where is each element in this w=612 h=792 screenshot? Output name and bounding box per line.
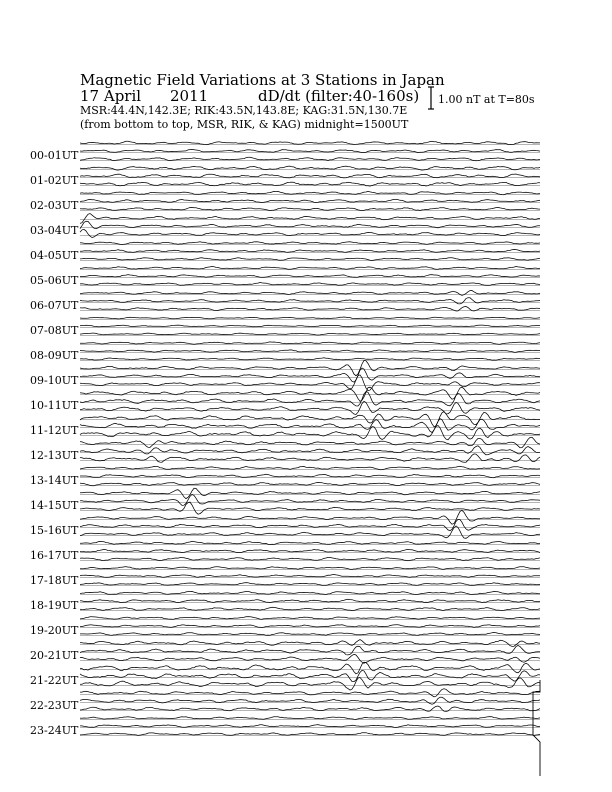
row-label: 08-09UT bbox=[30, 349, 79, 362]
stations-line: MSR:44.4N,142.3E; RIK:43.5N,143.8E; KAG:31.5N,130.7E bbox=[80, 104, 408, 117]
trace-RIK bbox=[80, 645, 540, 655]
row-18-19UT bbox=[30, 591, 540, 612]
row-23-24UT bbox=[30, 717, 540, 737]
row-label: 19-20UT bbox=[30, 624, 79, 637]
row-label: 00-01UT bbox=[30, 149, 79, 162]
row-12-13UT bbox=[30, 437, 540, 462]
trace-KAG bbox=[80, 541, 540, 544]
row-label: 14-15UT bbox=[30, 499, 79, 512]
trace-KAG bbox=[80, 191, 540, 194]
row-04-05UT bbox=[30, 242, 540, 262]
row-11-12UT bbox=[30, 412, 540, 440]
row-label: 15-16UT bbox=[30, 524, 79, 537]
row-label: 05-06UT bbox=[30, 274, 79, 287]
row-00-01UT bbox=[30, 141, 540, 162]
trace-KAG bbox=[80, 591, 540, 594]
trace-KAG bbox=[80, 242, 540, 245]
row-label: 22-23UT bbox=[30, 699, 79, 712]
trace-RIK bbox=[80, 575, 540, 578]
row-20-21UT bbox=[30, 640, 540, 664]
row-17-18UT bbox=[30, 567, 540, 587]
row-10-11UT bbox=[30, 387, 540, 414]
trace-KAG bbox=[80, 412, 540, 427]
trace-RIK bbox=[80, 368, 540, 382]
trace-MSR bbox=[80, 258, 540, 261]
trace-RIK bbox=[80, 474, 540, 477]
row-label: 12-13UT bbox=[30, 449, 79, 462]
trace-KAG bbox=[80, 267, 540, 270]
year-label: 2011 bbox=[170, 87, 209, 105]
trace-MSR bbox=[80, 207, 540, 210]
row-label: 18-19UT bbox=[30, 599, 79, 612]
row-03-04UT bbox=[30, 214, 540, 238]
trace-MSR bbox=[80, 557, 540, 560]
trace-KAG bbox=[80, 689, 540, 697]
trace-MSR bbox=[80, 654, 540, 663]
trace-MSR bbox=[80, 283, 540, 286]
row-08-09UT bbox=[30, 342, 540, 362]
trace-RIK bbox=[80, 149, 540, 152]
trace-KAG bbox=[80, 510, 540, 524]
row-label: 23-24UT bbox=[30, 724, 79, 737]
trace-MSR bbox=[80, 358, 540, 360]
trace-KAG bbox=[80, 662, 540, 674]
row-label: 21-22UT bbox=[30, 674, 79, 687]
trace-RIK bbox=[80, 549, 540, 552]
trace-RIK bbox=[80, 350, 540, 352]
row-label: 06-07UT bbox=[30, 299, 79, 312]
row-label: 09-10UT bbox=[30, 374, 79, 387]
trace-KAG bbox=[80, 567, 540, 570]
row-label: 04-05UT bbox=[30, 249, 79, 262]
chart-title: Magnetic Field Variations at 3 Stations in Japan bbox=[80, 71, 445, 89]
trace-MSR bbox=[80, 607, 540, 610]
scale-label: 1.00 nT at T=80s bbox=[438, 93, 535, 106]
row-07-08UT bbox=[30, 317, 540, 337]
row-label: 17-18UT bbox=[30, 574, 79, 587]
trace-RIK bbox=[80, 250, 540, 253]
trace-MSR bbox=[80, 583, 540, 586]
trace-MSR bbox=[80, 157, 540, 160]
trace-MSR bbox=[80, 678, 540, 691]
row-19-20UT bbox=[30, 617, 540, 637]
row-label: 11-12UT bbox=[30, 424, 79, 437]
row-05-06UT bbox=[30, 267, 540, 288]
trace-KAG bbox=[80, 466, 540, 469]
trace-MSR bbox=[80, 454, 540, 462]
trace-MSR bbox=[80, 502, 540, 514]
trace-MSR bbox=[80, 333, 540, 335]
trace-KAG bbox=[80, 617, 540, 620]
row-label: 02-03UT bbox=[30, 199, 79, 212]
row-15-16UT bbox=[30, 510, 540, 538]
quantity-label: dD/dt (filter:40-160s) bbox=[258, 87, 420, 105]
row-01-02UT bbox=[30, 166, 540, 187]
row-06-07UT bbox=[30, 291, 540, 313]
trace-KAG bbox=[80, 317, 540, 319]
row-16-17UT bbox=[30, 541, 540, 562]
trace-KAG bbox=[80, 342, 540, 344]
row-09-10UT bbox=[30, 360, 540, 390]
row-22-23UT bbox=[30, 689, 540, 712]
trace-RIK bbox=[80, 325, 540, 327]
trace-MSR bbox=[80, 733, 540, 736]
row-label: 10-11UT bbox=[30, 399, 79, 412]
trace-MSR bbox=[80, 633, 540, 636]
trace-KAG bbox=[80, 141, 540, 144]
trace-KAG bbox=[80, 360, 540, 375]
row-label: 01-02UT bbox=[30, 174, 79, 187]
trace-RIK bbox=[80, 298, 540, 304]
trace-RIK bbox=[80, 392, 540, 406]
trace-RIK bbox=[80, 275, 540, 278]
row-label: 07-08UT bbox=[30, 324, 79, 337]
row-label: 03-04UT bbox=[30, 224, 79, 237]
trace-MSR bbox=[80, 526, 540, 538]
trace-RIK bbox=[80, 625, 540, 628]
trace-KAG bbox=[80, 214, 540, 224]
trace-MSR bbox=[80, 229, 540, 237]
row-02-03UT bbox=[30, 191, 540, 212]
row-label: 13-14UT bbox=[30, 474, 79, 487]
trace-RIK bbox=[80, 495, 540, 506]
row-label: 20-21UT bbox=[30, 649, 79, 662]
row-label: 16-17UT bbox=[30, 549, 79, 562]
trace-RIK bbox=[80, 697, 540, 704]
row-13-14UT bbox=[30, 466, 540, 487]
trace-KAG bbox=[80, 717, 540, 720]
trace-RIK bbox=[80, 199, 540, 202]
trace-RIK bbox=[80, 670, 540, 681]
trace-KAG bbox=[80, 640, 540, 647]
trace-KAG bbox=[80, 488, 540, 498]
date-label: 17 April bbox=[80, 87, 142, 105]
trace-RIK bbox=[80, 599, 540, 602]
trace-RIK bbox=[80, 725, 540, 728]
order-note: (from bottom to top, MSR, RIK, & KAG) midnight=1500UT bbox=[80, 118, 409, 131]
trace-KAG bbox=[80, 387, 540, 401]
row-14-15UT bbox=[30, 488, 540, 514]
row-21-22UT bbox=[30, 662, 540, 690]
